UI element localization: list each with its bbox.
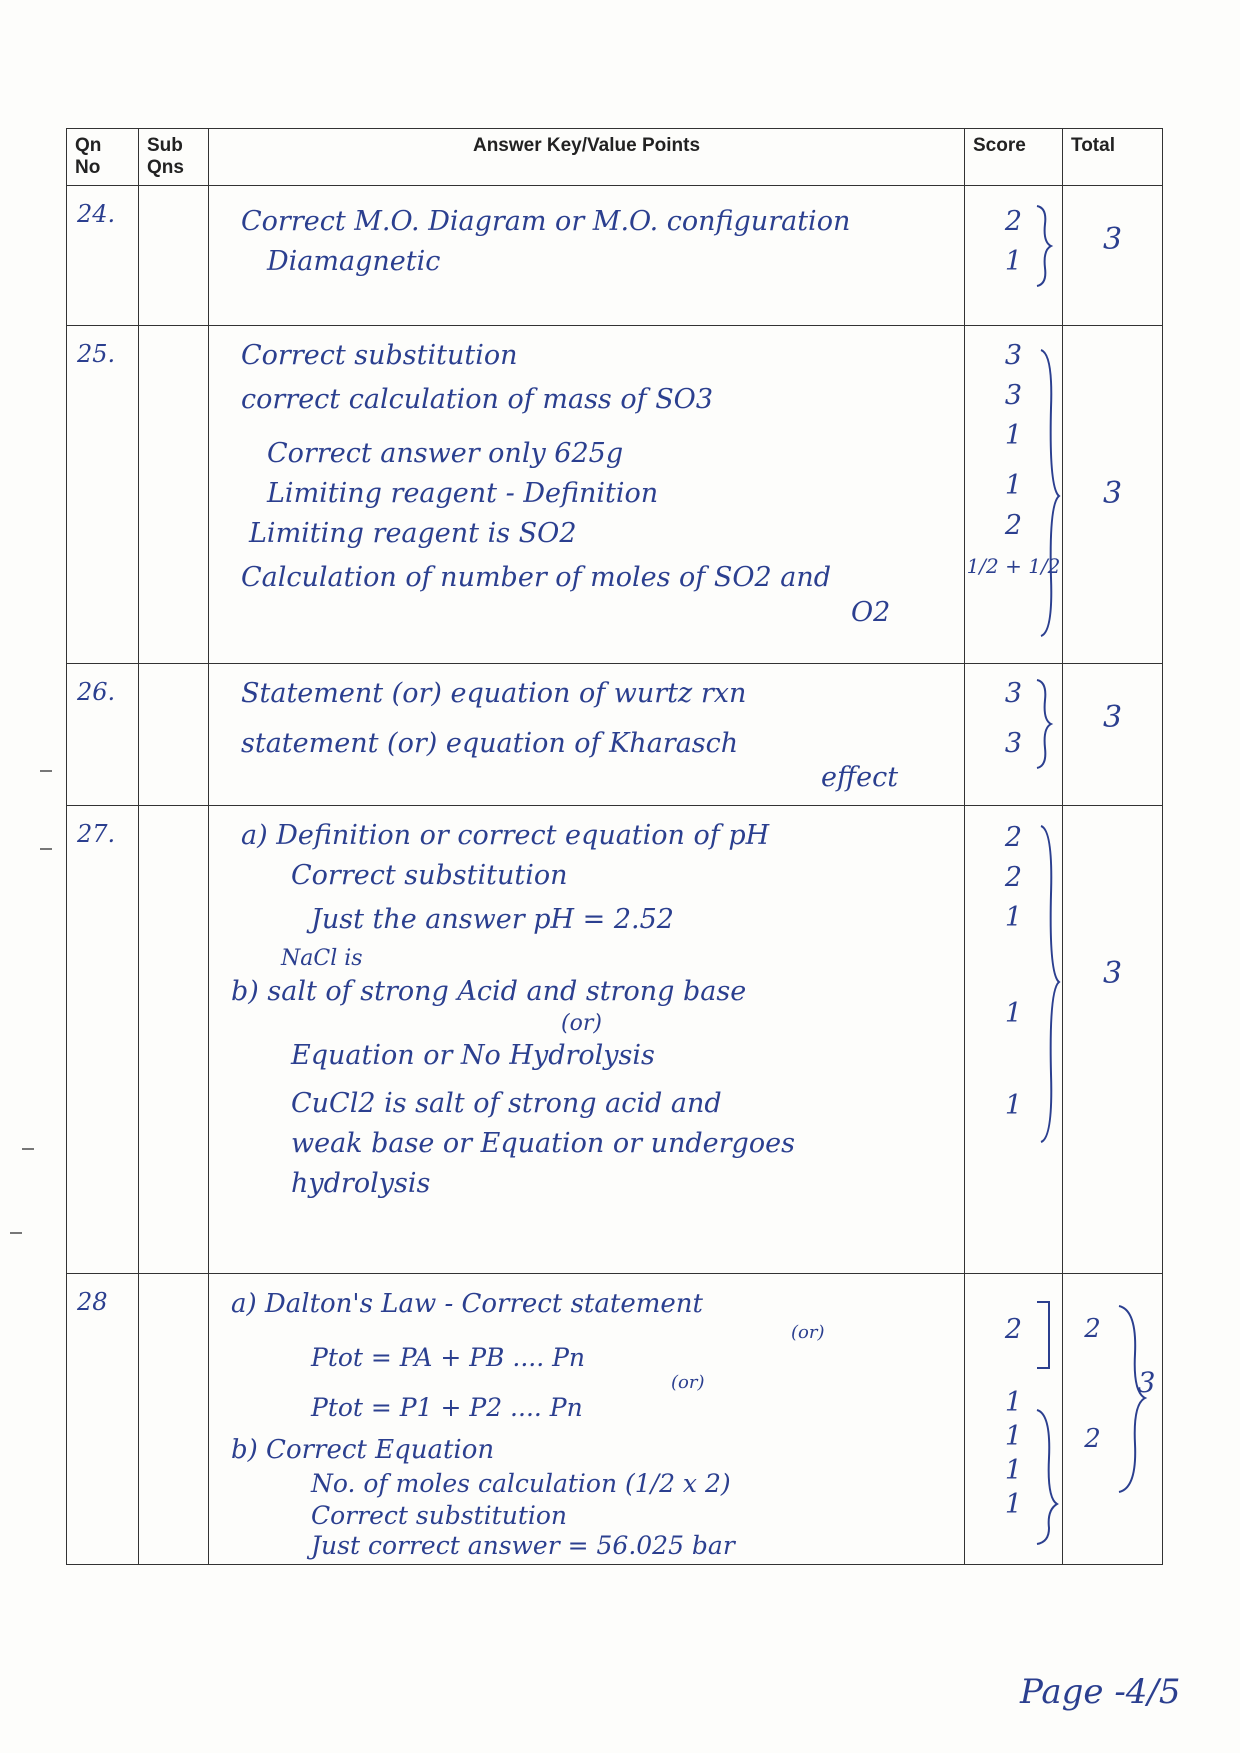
margin-mark <box>40 848 52 850</box>
answer-cell <box>209 326 965 664</box>
answer-line: Limiting reagent - Definition <box>267 478 659 509</box>
total-cell <box>1063 806 1163 1274</box>
answer-line: correct calculation of mass of SO3 <box>241 384 713 415</box>
question-number: 26. <box>67 664 139 806</box>
score-value: 1 <box>1004 1421 1023 1452</box>
margin-mark <box>10 1232 22 1234</box>
question-number: 24. <box>67 186 139 326</box>
score-value: 3 <box>1004 728 1023 759</box>
answer-key-header: Answer Key/Value Points <box>209 129 965 186</box>
answer-line: CuCl2 is salt of strong acid and <box>291 1088 722 1119</box>
answer-line: b) Correct Equation <box>231 1435 495 1465</box>
answer-line: Ptot = PA + PB .... Pn <box>311 1343 586 1372</box>
score-value: 1 <box>1004 420 1023 451</box>
qn-no-header: Qn No <box>67 129 139 186</box>
total-cell <box>1063 326 1163 664</box>
brace-mark <box>1039 348 1063 638</box>
total-value: 3 <box>1102 222 1123 257</box>
answer-line: (or) <box>671 1372 705 1393</box>
score-value: 1 <box>1004 902 1023 933</box>
table-row <box>67 186 1163 326</box>
total-cell <box>1063 186 1163 326</box>
answer-cell <box>209 186 965 326</box>
answer-line: Statement (or) equation of wurtz rxn <box>241 678 747 709</box>
total-value: 3 <box>1102 700 1123 735</box>
page-number: Page -4/5 <box>1020 1672 1181 1712</box>
answer-line: Correct substitution <box>291 860 568 891</box>
answer-line: Just the answer pH = 2.52 <box>311 904 674 935</box>
score-value: 1 <box>1004 1455 1023 1486</box>
total-header: Total <box>1063 129 1163 186</box>
answer-line: Correct M.O. Diagram or M.O. configuration <box>241 206 851 237</box>
answer-line: a) Dalton's Law - Correct statement <box>231 1289 703 1319</box>
score-value: 3 <box>1004 678 1023 709</box>
score-value: 1 <box>1004 1387 1023 1418</box>
total-value: 3 <box>1102 956 1123 991</box>
answer-line: Equation or No Hydrolysis <box>291 1040 655 1071</box>
answer-line: weak base or Equation or undergoes <box>291 1128 795 1159</box>
sub-question-cell <box>139 806 209 1274</box>
answer-line: Just correct answer = 56.025 bar <box>311 1531 735 1560</box>
answer-line: a) Definition or correct equation of pH <box>241 820 770 851</box>
score-value: 1 <box>1004 998 1023 1029</box>
table-row <box>67 664 1163 806</box>
subtotal-value: 2 <box>1084 1424 1101 1454</box>
answer-cell <box>209 664 965 806</box>
sub-question-cell <box>139 1274 209 1565</box>
subtotal-value: 2 <box>1084 1314 1101 1344</box>
sub-question-cell <box>139 664 209 806</box>
answer-line: Correct answer only 625g <box>267 438 624 469</box>
score-cell <box>965 186 1063 326</box>
total-value: 3 <box>1137 1366 1156 1399</box>
answer-line: Diamagnetic <box>267 246 441 277</box>
answer-line: effect <box>821 762 899 793</box>
brace-mark <box>1115 1304 1149 1494</box>
answer-line: (or) <box>791 1322 825 1343</box>
score-value: 1/2 + 1/2 <box>966 554 1061 578</box>
score-value: 1 <box>1004 1090 1023 1121</box>
answer-cell <box>209 1274 965 1565</box>
sub-qns-header: Sub Qns <box>139 129 209 186</box>
score-value: 2 <box>1004 1314 1023 1345</box>
table-row <box>67 326 1163 664</box>
table-row <box>67 806 1163 1274</box>
score-value: 2 <box>1004 822 1023 853</box>
brace-mark <box>1033 204 1055 288</box>
score-cell <box>965 806 1063 1274</box>
total-cell <box>1063 664 1163 806</box>
score-cell <box>965 664 1063 806</box>
answer-line: Limiting reagent is SO2 <box>249 518 577 549</box>
answer-line: O2 <box>851 597 891 628</box>
score-value: 2 <box>1004 862 1023 893</box>
answer-cell <box>209 806 965 1274</box>
margin-mark <box>22 1148 34 1150</box>
sub-question-cell <box>139 186 209 326</box>
margin-mark <box>40 770 52 772</box>
answer-line: Calculation of number of moles of SO2 and <box>241 562 832 593</box>
question-number: 28 <box>67 1274 139 1565</box>
score-value: 2 <box>1004 510 1023 541</box>
score-value: 3 <box>1004 340 1023 371</box>
answer-line: Correct substitution <box>311 1501 568 1530</box>
score-value: 1 <box>1004 246 1023 277</box>
total-cell <box>1063 1274 1163 1565</box>
score-value: 1 <box>1004 1489 1023 1520</box>
answer-line: Correct substitution <box>241 340 518 371</box>
total-value: 3 <box>1102 476 1123 511</box>
answer-line: b) salt of strong Acid and strong base <box>231 976 747 1007</box>
brace-mark <box>1033 678 1055 770</box>
score-value: 1 <box>1004 470 1023 501</box>
answer-key-table <box>66 128 1163 1565</box>
score-value: 3 <box>1004 380 1023 411</box>
answer-line: Ptot = P1 + P2 .... Pn <box>311 1393 583 1422</box>
score-cell <box>965 326 1063 664</box>
answer-line: statement (or) equation of Kharasch <box>241 728 739 759</box>
score-value: 2 <box>1004 206 1023 237</box>
question-number: 27. <box>67 806 139 1274</box>
sub-question-cell <box>139 326 209 664</box>
brace-mark <box>1039 824 1063 1144</box>
answer-line: NaCl is <box>281 946 363 971</box>
answer-line: No. of moles calculation (1/2 x 2) <box>311 1469 731 1498</box>
table-row <box>67 1274 1163 1565</box>
answer-line: (or) <box>561 1011 602 1036</box>
question-number: 25. <box>67 326 139 664</box>
score-header: Score <box>965 129 1063 186</box>
answer-line: hydrolysis <box>291 1168 431 1199</box>
table-header-row <box>67 129 1163 186</box>
